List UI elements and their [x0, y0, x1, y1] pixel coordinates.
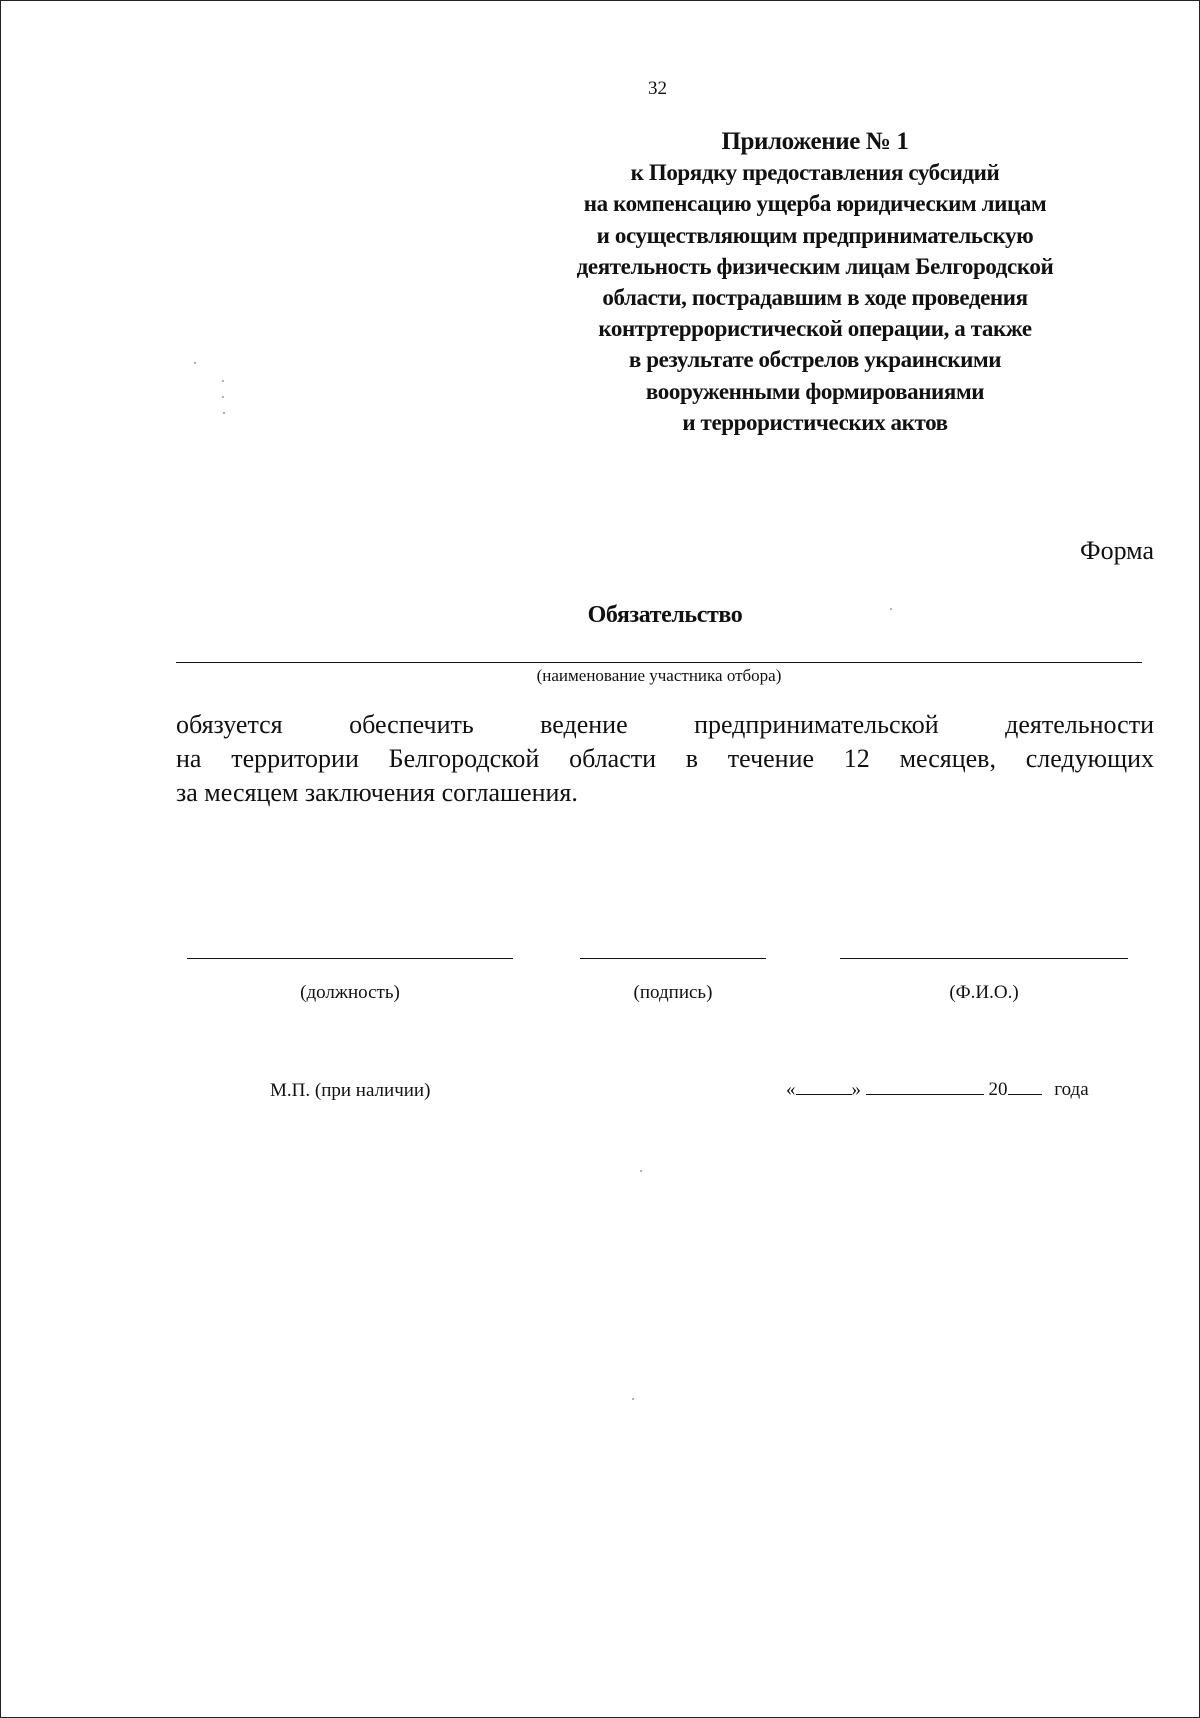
date-field	[786, 1078, 1089, 1101]
participant-name-caption: (наименование участника отбора)	[536, 666, 782, 685]
date-suffix: года	[1054, 1079, 1089, 1100]
signature-line[interactable]	[580, 958, 766, 959]
appendix-line: и террористических актов	[682, 409, 948, 435]
appendix-line: деятельность физическим лицам Белгородской	[576, 253, 1054, 279]
appendix-line: к Порядку предоставления субсидий	[630, 160, 1000, 186]
appendix-line: на компенсацию ущерба юридическим лицам	[583, 191, 1047, 217]
appendix-line: контртеррористической операции, а также	[598, 316, 1032, 342]
appendix-line: и осуществляющим предпринимательскую	[596, 222, 1034, 248]
obligation-line-3: за месяцем заключения соглашения.	[176, 778, 578, 807]
appendix-title: Приложение № 1	[721, 128, 909, 155]
document-title: Обязательство	[587, 602, 743, 628]
position-caption: (должность)	[300, 982, 400, 1003]
appendix-header	[510, 126, 1120, 438]
position-line[interactable]	[187, 958, 513, 959]
year-blank[interactable]	[1008, 1078, 1042, 1095]
date-open-quote: «	[786, 1079, 796, 1100]
obligation-line-2: на территории Белгородской области в течение 12 месяцев, следующих	[176, 744, 1154, 773]
day-blank[interactable]	[796, 1078, 852, 1095]
scan-speck	[194, 362, 196, 364]
scan-speck	[890, 608, 892, 610]
form-label: Форма	[1080, 536, 1154, 565]
date-close-quote: »	[851, 1079, 861, 1100]
scan-speck	[223, 412, 225, 414]
scan-speck	[632, 1398, 634, 1400]
month-blank[interactable]	[866, 1078, 984, 1095]
fio-line[interactable]	[840, 958, 1128, 959]
obligation-text	[176, 708, 1154, 810]
participant-name-line[interactable]	[176, 662, 1142, 663]
scan-speck	[222, 396, 224, 398]
stamp-label: М.П. (при наличии)	[270, 1080, 431, 1101]
scan-speck	[222, 380, 224, 382]
page-number: 32	[648, 78, 667, 99]
fio-caption: (Ф.И.О.)	[949, 982, 1019, 1003]
year-prefix: 20	[988, 1079, 1008, 1100]
signature-caption: (подпись)	[633, 982, 713, 1003]
appendix-line: вооруженными формированиями	[645, 378, 985, 404]
obligation-line-1: обязуется обеспечить ведение предпринимательской деятельности	[176, 710, 1154, 739]
appendix-line: в результате обстрелов украинскими	[628, 347, 1002, 373]
appendix-line: области, пострадавшим в ходе проведения	[602, 285, 1028, 311]
scan-speck	[640, 1170, 642, 1172]
